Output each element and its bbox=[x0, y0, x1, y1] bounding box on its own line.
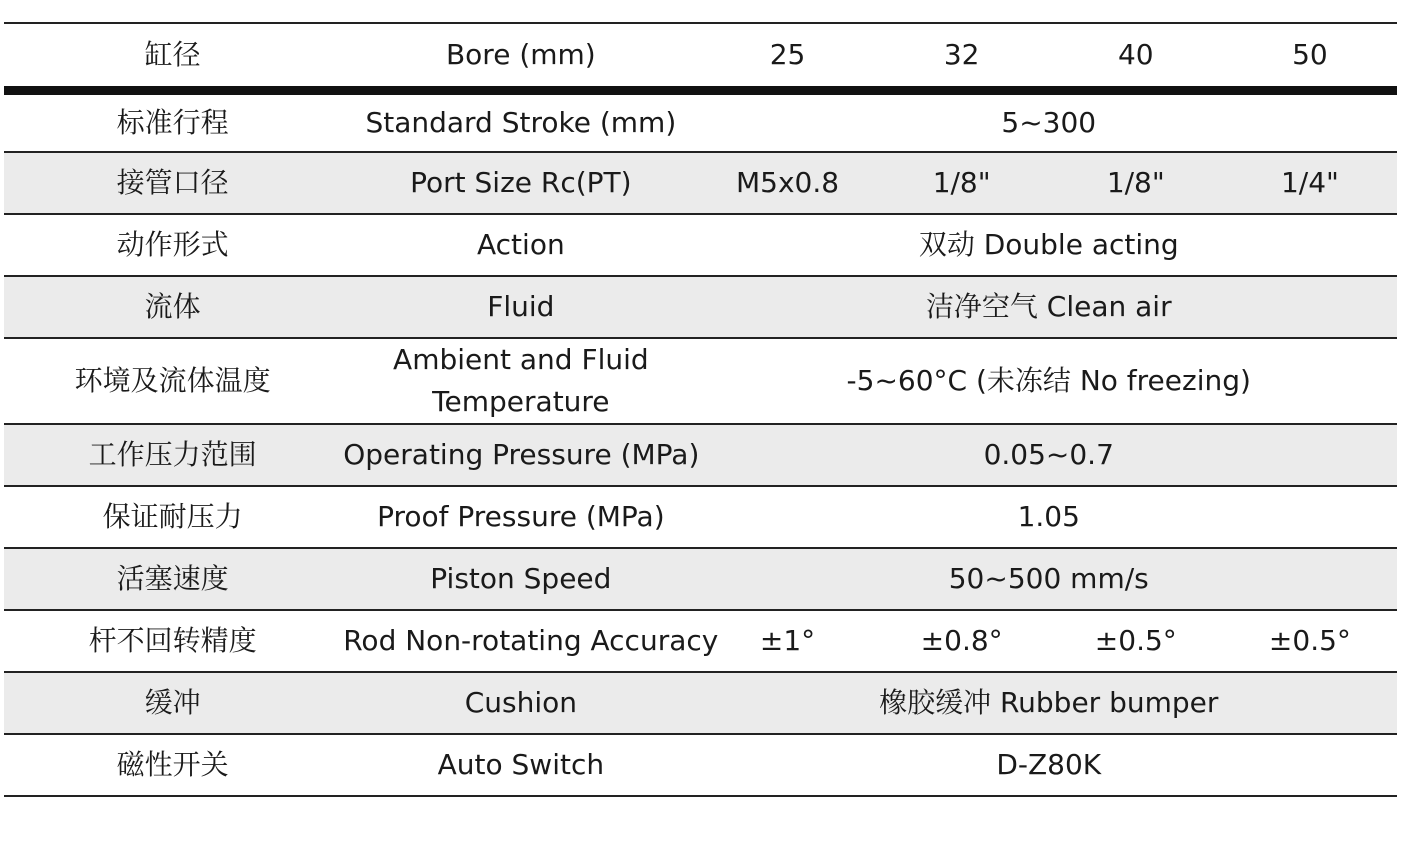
row-value: 洁净空气 Clean air bbox=[700, 276, 1397, 338]
row-action bbox=[4, 214, 1397, 276]
row-proof-pressure bbox=[4, 486, 1397, 548]
row-label-zh: 缓冲 bbox=[4, 672, 341, 734]
row-rod-accuracy bbox=[4, 610, 1397, 672]
bore-value: 32 bbox=[875, 23, 1049, 90]
row-value: D-Z80K bbox=[700, 734, 1397, 796]
row-value: 0.05~0.7 bbox=[700, 424, 1397, 486]
row-label-en: Fluid bbox=[341, 276, 700, 338]
row-value: M5x0.8 bbox=[700, 152, 874, 214]
row-value: ±0.8° bbox=[875, 610, 1049, 672]
bore-value: 25 bbox=[700, 23, 874, 90]
row-fluid bbox=[4, 276, 1397, 338]
row-value: 50~500 mm/s bbox=[700, 548, 1397, 610]
row-value: 橡胶缓冲 Rubber bumper bbox=[700, 672, 1397, 734]
row-label-en: Cushion bbox=[341, 672, 700, 734]
row-value: ±0.5° bbox=[1049, 610, 1223, 672]
row-operating-pressure bbox=[4, 424, 1397, 486]
spec-table bbox=[4, 22, 1397, 797]
row-label-en: Action bbox=[341, 214, 700, 276]
row-value: ±1° bbox=[700, 610, 874, 672]
row-label-zh: 磁性开关 bbox=[4, 734, 341, 796]
bore-value: 40 bbox=[1049, 23, 1223, 90]
row-label-zh: 工作压力范围 bbox=[4, 424, 341, 486]
row-label-zh: 环境及流体温度 bbox=[4, 338, 341, 424]
row-label-zh: 流体 bbox=[4, 276, 341, 338]
row-standard-stroke bbox=[4, 90, 1397, 152]
row-label-zh: 接管口径 bbox=[4, 152, 341, 214]
row-label-en: Ambient and Fluid Temperature bbox=[341, 338, 700, 424]
row-value: 1.05 bbox=[700, 486, 1397, 548]
row-label-zh: 动作形式 bbox=[4, 214, 341, 276]
row-value: 5~300 bbox=[700, 90, 1397, 152]
row-value: 1/4" bbox=[1223, 152, 1397, 214]
row-value: 1/8" bbox=[1049, 152, 1223, 214]
row-value: 双动 Double acting bbox=[700, 214, 1397, 276]
row-label-zh: 活塞速度 bbox=[4, 548, 341, 610]
row-label-en: Port Size Rc(PT) bbox=[341, 152, 700, 214]
row-cushion bbox=[4, 672, 1397, 734]
row-label-en: Rod Non-rotating Accuracy bbox=[341, 610, 700, 672]
row-label-zh: 保证耐压力 bbox=[4, 486, 341, 548]
header-row bbox=[4, 23, 1397, 90]
row-label-en: Piston Speed bbox=[341, 548, 700, 610]
bore-value: 50 bbox=[1223, 23, 1397, 90]
row-auto-switch bbox=[4, 734, 1397, 796]
row-temperature bbox=[4, 338, 1397, 424]
row-value: 1/8" bbox=[875, 152, 1049, 214]
row-value: -5~60°C (未冻结 No freezing) bbox=[700, 338, 1397, 424]
header-label-zh: 缸径 bbox=[4, 23, 341, 90]
row-label-zh: 杆不回转精度 bbox=[4, 610, 341, 672]
row-label-zh: 标准行程 bbox=[4, 90, 341, 152]
row-label-en: Standard Stroke (mm) bbox=[341, 90, 700, 152]
row-piston-speed bbox=[4, 548, 1397, 610]
row-label-en: Operating Pressure (MPa) bbox=[341, 424, 700, 486]
row-label-en: Auto Switch bbox=[341, 734, 700, 796]
row-label-en: Proof Pressure (MPa) bbox=[341, 486, 700, 548]
header-label-en: Bore (mm) bbox=[341, 23, 700, 90]
row-value: ±0.5° bbox=[1223, 610, 1397, 672]
row-port-size bbox=[4, 152, 1397, 214]
